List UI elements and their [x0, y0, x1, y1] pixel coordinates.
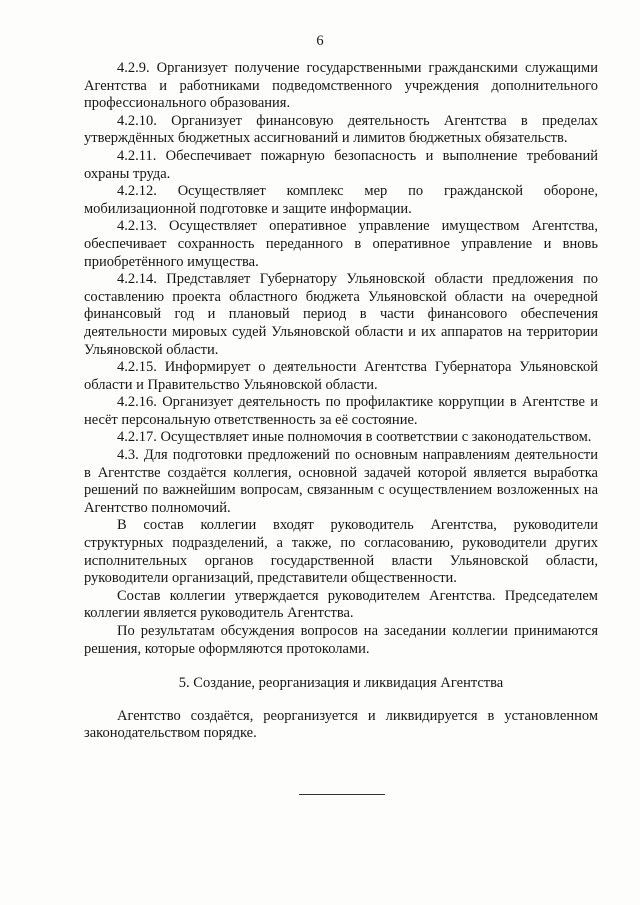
paragraph-4-2-11: 4.2.11. Обеспечивает пожарную безопасность и выполнение требований охраны труда.	[84, 147, 598, 182]
page-number: 6	[316, 33, 324, 49]
section-5-paragraph: Агентство создаётся, реорганизуется и ликвидируется в установленном законодательством порядке.	[84, 707, 598, 742]
paragraph-4-2-15: 4.2.15. Информирует о деятельности Агентства Губернатора Ульяновской области и Правительство Ульяновской области.	[84, 359, 598, 393]
paragraph-collegium-composition: Состав коллегии утверждается руководителем Агентства. Председателем коллегии является руководитель Агентства.	[84, 587, 598, 622]
paragraph-4-2-12: 4.2.12. Осуществляет комплекс мер по гражданской обороне, мобилизационной подготовке и защите информации.	[84, 183, 598, 217]
paragraph-4-2-14: 4.2.14. Представляет Губернатору Ульяновской области предложения по составлению проекта областного бюджета Ульяновской области на очередной финансовый год и плановый период в части финансового обеспечения деятельности мировых судей Ульяновской области и их аппаратов на территории Ульяновской области.	[84, 271, 598, 358]
paragraph-collegium-members: В состав коллегии входят руководитель Агентства, руководители структурных подразделений, а также, по согласованию, руководители других исполнительных органов государственной власти Ульяновской области, руководители организаций, представители общественности.	[84, 517, 598, 587]
end-separator-line	[299, 794, 385, 795]
paragraph-4-3: 4.3. Для подготовки предложений по основным направлениям деятельности в Агентстве создаётся коллегия, основной задачей которой является выработка решений по важнейшим вопросам, связанным с осуществлением возложенных на Агентство полномочий.	[84, 447, 598, 516]
document-body	[84, 60, 598, 743]
paragraph-4-2-13: 4.2.13. Осуществляет оперативное управление имуществом Агентства, обеспечивает сохранность переданного в оперативное управление и вновь приобретённого имущества.	[84, 218, 598, 270]
paragraph-4-2-9: 4.2.9. Организует получение государственными гражданскими служащими Агентства и работниками подведомственного учреждения дополнительного профессионального образования.	[84, 60, 598, 112]
paragraph-4-2-10: 4.2.10. Организует финансовую деятельность Агентства в пределах утверждённых бюджетных ассигнований и лимитов бюджетных обязательств.	[84, 112, 598, 147]
paragraph-4-2-17: 4.2.17. Осуществляет иные полномочия в соответствии с законодательством.	[117, 429, 592, 446]
paragraph-4-2-16: 4.2.16. Организует деятельность по профилактике коррупции в Агентстве и несёт персональную ответственность за её состояние.	[84, 394, 598, 428]
section-heading: 5. Создание, реорганизация и ликвидация Агентства	[178, 675, 504, 692]
paragraph-collegium-decisions: По результатам обсуждения вопросов на заседании коллегии принимаются решения, которые оформляются протоколами.	[84, 623, 598, 657]
